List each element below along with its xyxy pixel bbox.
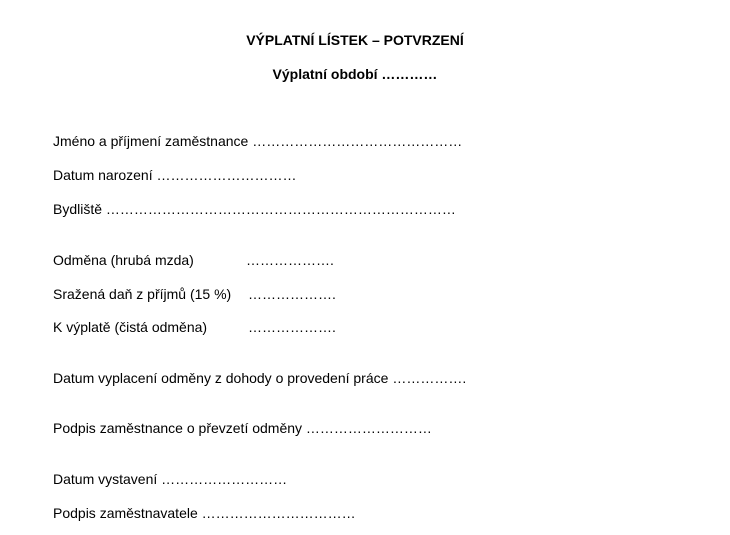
field-tax-withheld	[53, 286, 231, 302]
field-label: K výplatě (čistá odměna)	[53, 319, 208, 335]
field-net-pay-blank	[248, 319, 336, 335]
field-blank: ………………………………………	[252, 133, 463, 149]
field-label: Podpis zaměstnavatele	[53, 505, 198, 521]
field-net-pay	[53, 319, 207, 335]
field-label: Jméno a příjmení zaměstnance	[53, 133, 249, 149]
field-blank: …………………………………………………………………	[105, 201, 456, 217]
field-payment-date	[53, 370, 466, 386]
field-blank: …………………………	[156, 167, 297, 183]
field-blank: ……………….	[246, 252, 334, 268]
field-label: Datum narození	[53, 167, 153, 183]
field-label: Bydliště	[53, 201, 103, 217]
field-issue-date	[53, 471, 287, 487]
field-blank: …………….	[392, 370, 467, 386]
pay-period: Výplatní období …………	[272, 66, 438, 82]
field-gross-pay	[53, 252, 194, 268]
field-blank: ……………….	[248, 319, 336, 335]
field-birth-date	[53, 167, 297, 183]
field-blank: ………………………	[305, 420, 432, 436]
field-label: Datum vystavení	[53, 471, 158, 487]
field-tax-withheld-blank	[248, 286, 336, 302]
field-label: Sražená daň z příjmů (15 %)	[53, 286, 232, 302]
field-employer-signature	[53, 505, 356, 521]
field-blank: ……………….	[248, 286, 336, 302]
field-address	[53, 201, 456, 217]
field-blank: ………………………	[161, 471, 288, 487]
field-label: Podpis zaměstnance o převzetí odměny	[53, 420, 303, 436]
field-gross-pay-blank	[246, 252, 334, 268]
field-blank: ……………………………	[201, 505, 356, 521]
field-employee-name	[53, 133, 462, 149]
field-label: Odměna (hrubá mzda)	[53, 252, 194, 268]
field-label: Datum vyplacení odměny z dohody o provedení práce	[53, 370, 389, 386]
field-employee-signature	[53, 420, 432, 436]
document-title: VÝPLATNÍ LÍSTEK – POTVRZENÍ	[246, 32, 464, 48]
